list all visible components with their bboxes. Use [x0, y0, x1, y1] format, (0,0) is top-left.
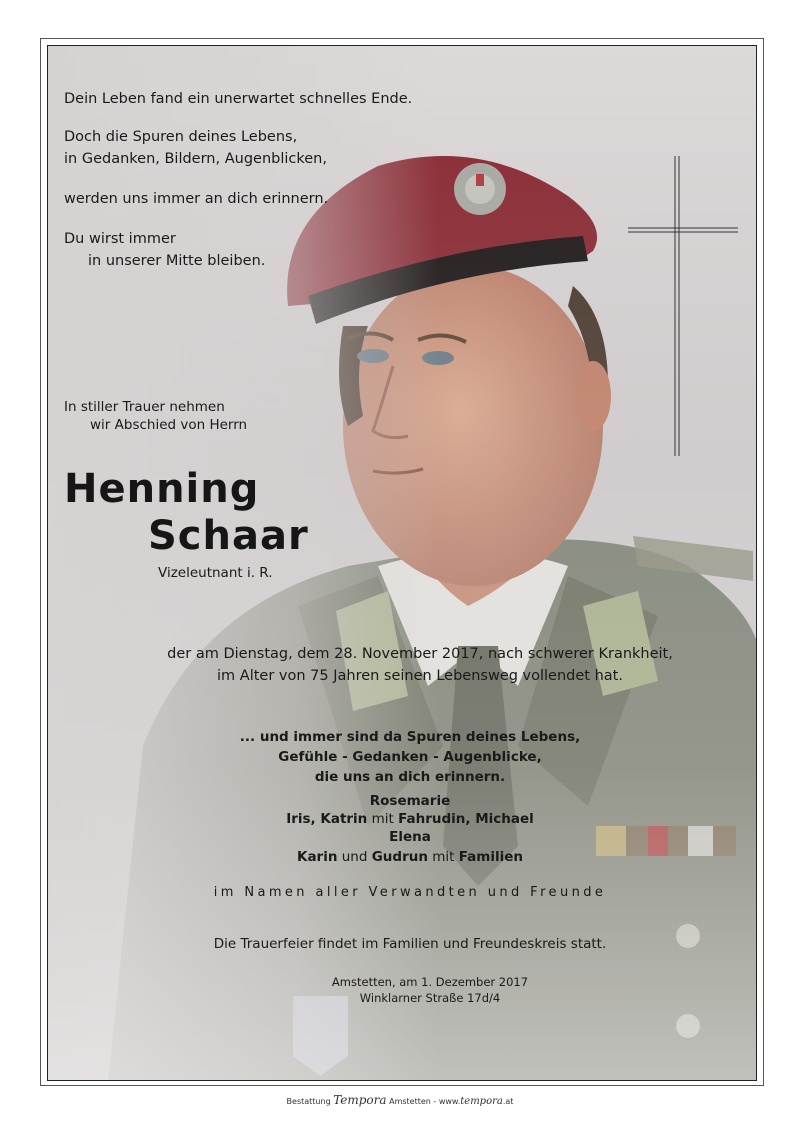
- first-name: Henning: [64, 466, 260, 512]
- verse-line-3: die uns an dich erinnern.: [314, 769, 506, 785]
- footer-credit: [0, 1093, 800, 1107]
- mourners-line-4: [120, 846, 700, 868]
- mourners-partners: Fahrudin, Michael: [398, 811, 534, 827]
- mourner-karin: Karin: [296, 849, 338, 865]
- verse-line-2: Gefühle - Gedanken - Augenblicke,: [278, 749, 542, 765]
- mourners-and: und: [337, 849, 372, 865]
- footer-prefix: Bestattung: [286, 1097, 331, 1106]
- mourners-line-1: Rosemarie: [369, 793, 451, 809]
- deceased-rank: Vizeleutnant i. R.: [158, 565, 273, 581]
- poem-line-4: werden uns immer an dich erinnern.: [64, 191, 329, 207]
- footer-suffix: Amstetten - www.: [389, 1097, 461, 1106]
- mourners-families: Familien: [458, 849, 524, 865]
- death-notice-line-2: im Alter von 75 Jahren seinen Lebensweg vollendet hat.: [217, 668, 623, 684]
- ceremony-info: Die Trauerfeier findet im Familien und Freundeskreis statt.: [213, 936, 607, 952]
- poem-line-1: Dein Leben fand ein unerwartet schnelles Ende.: [64, 91, 413, 107]
- mourners-line-3: Elena: [389, 829, 431, 845]
- footer-tld: .at: [502, 1097, 514, 1106]
- last-name: Schaar: [148, 513, 309, 559]
- poem-line-6: in unserer Mitte bleiben.: [88, 253, 266, 269]
- relatives-line: im Namen aller Verwandten und Freunde: [213, 885, 607, 900]
- place-date: Amstetten, am 1. Dezember 2017: [331, 975, 529, 989]
- poem-line-2: Doch die Spuren deines Lebens,: [64, 129, 298, 145]
- poem-line-5: Du wirst immer: [64, 231, 176, 247]
- footer-url-brand: tempora: [460, 1096, 503, 1107]
- cross-icon: [623, 156, 743, 466]
- address: Winklarner Straße 17d/4: [359, 991, 501, 1005]
- mourners-connector: mit: [367, 811, 399, 827]
- death-notice-line-1: der am Dienstag, dem 28. November 2017, nach schwerer Krankheit,: [167, 646, 673, 662]
- mourner-gudrun: Gudrun: [371, 849, 428, 865]
- intro-line-1: In stiller Trauer nehmen: [64, 399, 225, 415]
- footer-brand-logo: Tempora: [333, 1093, 387, 1107]
- mourners-names: Iris, Katrin: [286, 811, 368, 827]
- mourners-with: mit: [427, 849, 459, 865]
- intro-line-2: wir Abschied von Herrn: [90, 417, 248, 433]
- verse-line-1: ... und immer sind da Spuren deines Lebens,: [239, 729, 581, 745]
- poem-line-3: in Gedanken, Bildern, Augenblicken,: [64, 151, 327, 167]
